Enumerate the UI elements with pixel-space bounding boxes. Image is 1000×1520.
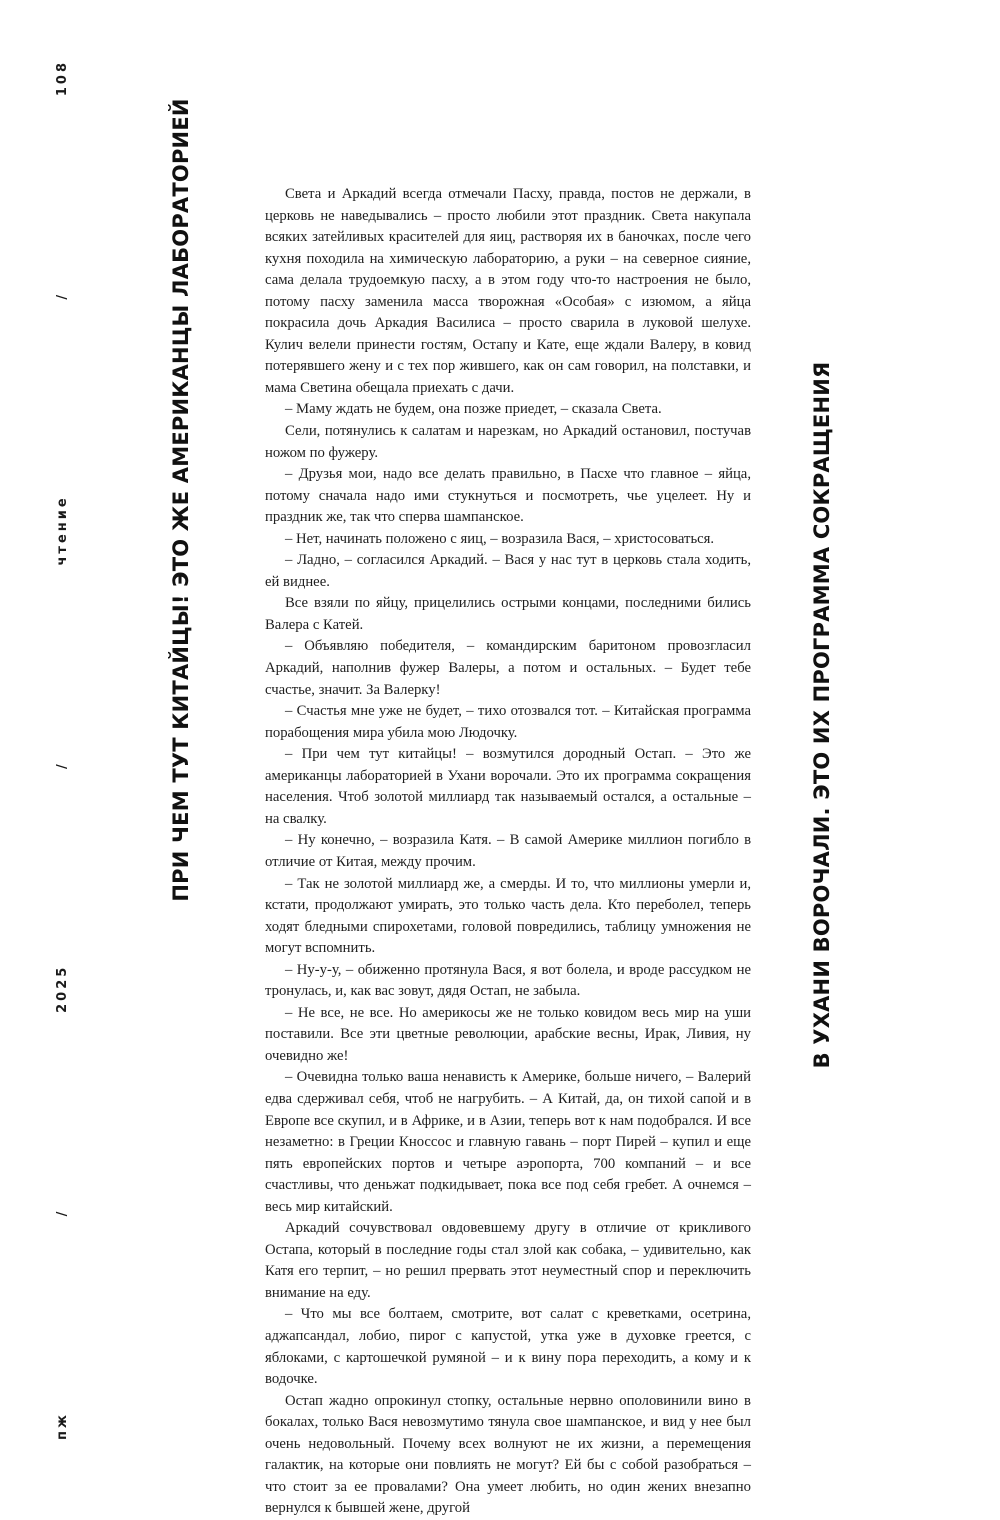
paragraph: – Нет, начинать положено с яиц, – возразила Вася, – христосоваться. bbox=[285, 530, 715, 547]
running-header bbox=[52, 60, 72, 1440]
paragraph: – При чем тут китайцы! – возмутился дородный Остап. – Это же американцы лабораторией в Ухани ворочали. Это их программа сокращения населения. Чтоб золотой миллиард так называемый остался, а остальные – на свалку. bbox=[265, 746, 751, 827]
paragraph: – Маму ждать не будем, она позже приедет, – сказала Света. bbox=[285, 401, 662, 418]
pull-quote-left: ПРИ ЧЕМ ТУТ КИТАЙЦЫ! ЭТО ЖЕ АМЕРИКАНЦЫ ЛАБОРАТОРИЕЙ bbox=[169, 98, 193, 902]
header-section: чтение bbox=[54, 495, 70, 566]
paragraph: Сели, потянулись к салатам и нарезкам, но Аркадий остановил, постучав ножом по фужеру. bbox=[265, 423, 751, 461]
paragraph: – Так не золотой миллиард же, а смерды. И то, что миллионы умерли и, кстати, продолжают умирать, это только часть дела. Кто переболел, теперь ходят бледными спирохетами, головой повредились, таблицу умножения не могут вспомнить. bbox=[265, 875, 751, 957]
paragraph: – Что мы все болтаем, смотрите, вот салат с креветками, осетрина, аджапсандал, лобио, пирог с капустой, утка уже в духовке греется, с яблоками, с картошечкой румяной – и к вину пора переходить, а кому и к водочке. bbox=[265, 1306, 751, 1388]
paragraph: – Ну-у-у, – обиженно протянула Вася, я вот болела, и вроде рассудком не тронулась, и, как вас зовут, дядя Остап, не забыла. bbox=[265, 961, 751, 1000]
paragraph: – Объявляю победителя, – командирским баритоном провозгласил Аркадий, наполнив фужер Валеры, а потом и остальных. – Будет тебе счастье, значит. За Валерку! bbox=[265, 638, 751, 698]
paragraph: Аркадий сочувствовал овдовевшему другу в отличие от крикливого Остапа, который в последние годы стал злой как собака, – удивительно, как Катя его терпит, – но решил прервать этот неуместный спор и переключить внимание на еду. bbox=[265, 1220, 751, 1301]
paragraph: – Счастья мне уже не будет, – тихо отозвался тот. – Китайская программа порабощения мира убила мою Людочку. bbox=[265, 703, 751, 741]
article-body bbox=[265, 184, 751, 1520]
paragraph: – Не все, не все. Но америкосы же не только ковидом весь мир на уши поставили. Все эти цветные революции, арабские весны, Ирак, Ливия, ну очевидно же! bbox=[265, 1004, 751, 1064]
paragraph: Все взяли по яйцу, прицелились острыми концами, последними бились Валера с Катей. bbox=[265, 595, 751, 633]
header-separator: / bbox=[54, 291, 70, 300]
paragraph: Остап жадно опрокинул стопку, остальные нервно ополовинили вино в бокалах, только Вася невозмутимо тянула свое шампанское, и вид у нее был очень недовольный. Почему всех волнуют не их жизни, а перемещения галактик, на которые они повлиять не могут? Ей бы с собой разобраться – что стоит за ее провалами? Она умеет любить, но один жених внезапно вернулся к бывшей жене, другой bbox=[265, 1392, 751, 1517]
paragraph: – Друзья мои, надо все делать правильно, в Пасхе что главное – яйца, потому сначала надо ими стукнуться и посмотреть, чье уцелеет. Ну и праздник же, так что сперва шампанское. bbox=[265, 466, 751, 526]
paragraph: – Ну конечно, – возразила Катя. – В самой Америке миллион погибло в отличие от Китая, между прочим. bbox=[265, 832, 751, 870]
paragraph: – Ладно, – согласился Аркадий. – Вася у нас тут в церковь стала ходить, ей виднее. bbox=[265, 552, 751, 590]
header-separator: / bbox=[54, 1208, 70, 1217]
paragraph: Света и Аркадий всегда отмечали Пасху, правда, постов не держали, в церковь не наведывались – просто любили этот праздник. Света накупала всяких затейливых красителей для яиц, растворяя их в баночках, после чего кухня походила на химическую лабораторию, а руки – на северное сияние, сама делала трудоемкую пасху, а в этом году что-то настроения не было, потому пасху заменила масса творожная «Особая» с изюмом, а яйца покрасила дочь Аркадия Василиса – просто сварила в луковой шелухе. Кулич велели принести гостям, Остапу и Кате, еще ждали Валеру, в ковид потерявшего жену и с тех пор жившего, как он сам говорил, на полставки, и мама Светина обещала приехать с дачи. bbox=[265, 186, 751, 396]
journal-name: пж bbox=[54, 1412, 70, 1440]
pull-quote-right: В УХАНИ ВОРОЧАЛИ. ЭТО ИХ ПРОГРАММА СОКРАЩЕНИЯ bbox=[810, 361, 834, 1069]
page-number: 108 bbox=[54, 60, 70, 97]
header-separator: / bbox=[54, 761, 70, 769]
paragraph: – Очевидна только ваша ненависть к Америке, больше ничего, – Валерий едва сдерживал себя, чтоб не нагрубить. – А Китай, да, он тихой сапой и в Европе все скупил, и в Африке, и в Азии, теперь вот к нам подобрался. И все незаметно: в Греции Кноссос и главную гавань – порт Пирей – купил и еще пять европейских портов и четыре аэропорта, 700 компаний – и все счастливы, что деньжат подкидывает, пока все под себя гребет. А очнемся – весь мир китайский. bbox=[265, 1069, 751, 1215]
header-year: 2025 bbox=[54, 964, 70, 1013]
